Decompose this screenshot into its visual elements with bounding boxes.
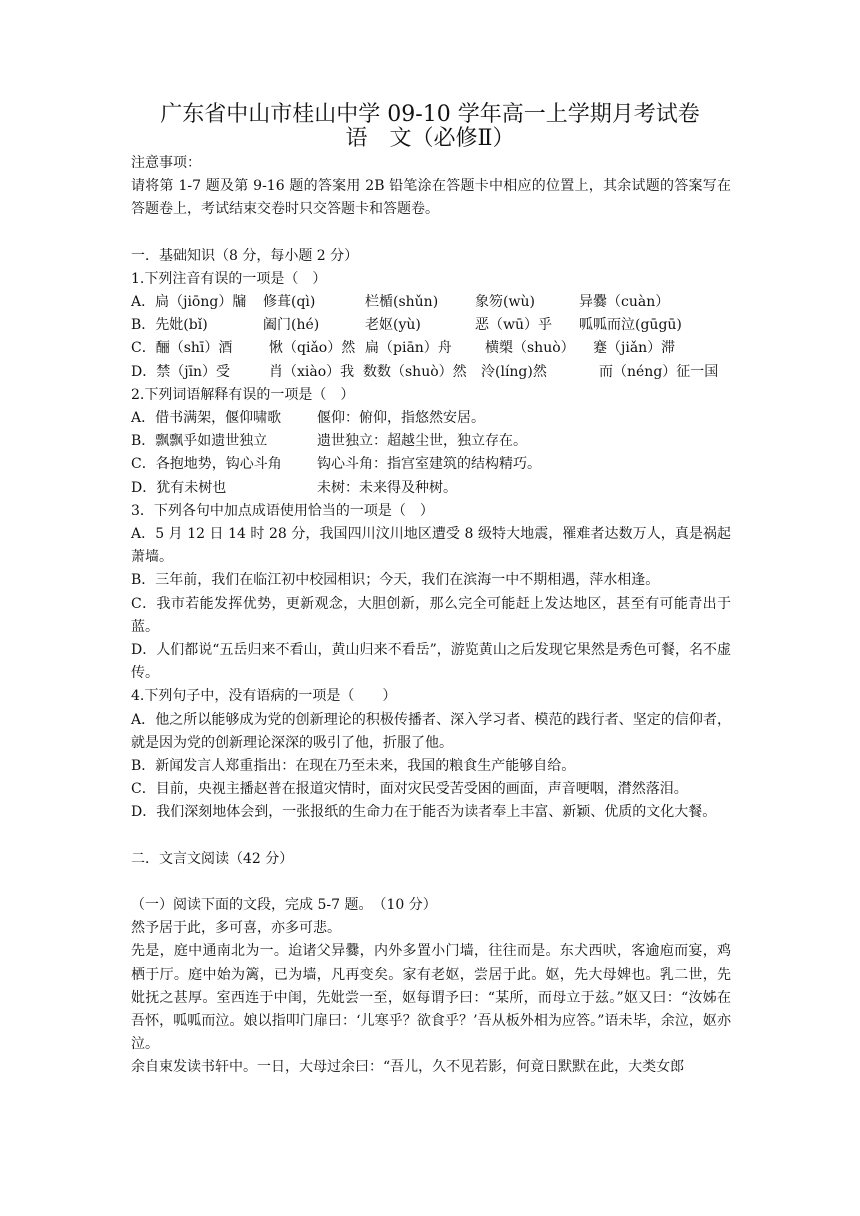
q1-c-4: 横槊（shuò） bbox=[485, 340, 575, 357]
q1-d-4: 泠(líng)然 bbox=[481, 363, 547, 380]
q2-b-phrase: B．飘飘乎如遗世独立 bbox=[131, 433, 268, 450]
q1-d-2: 肖（xiào）我 bbox=[269, 363, 355, 380]
q4-option-d: D．我们深刻地体会到，一张报纸的生命力在于能否为读者奉上丰富、新颖、优质的文化大餐。 bbox=[131, 804, 717, 821]
q1-option-d bbox=[131, 361, 731, 384]
q1-option-c bbox=[131, 337, 731, 360]
q3-option-c: C．我市若能发挥优势，更新观念，大胆创新，那么完全可能赶上发达地区，甚至有可能青出于蓝。 bbox=[131, 595, 731, 635]
q1-a-3: 栏楯(shǔn) bbox=[365, 294, 439, 311]
q1-c-2: 愀（qiǎo）然 bbox=[269, 340, 356, 357]
q3-stem: 3．下列各句中加点成语使用恰当的一项是（ ） bbox=[131, 502, 434, 519]
section1-heading: 一．基础知识（8 分，每小题 2 分） bbox=[131, 247, 359, 264]
section2-subheading: （一）阅读下面的文段，完成 5-7 题。 （10 分） bbox=[131, 896, 437, 913]
q2-stem: 2.下列词语解释有误的一项是（ ） bbox=[131, 386, 355, 403]
q1-b-5: 呱呱而泣(gūgū) bbox=[579, 317, 682, 334]
q4-option-c: C．目前，央视主播赵普在报道灾情时，面对灾民受苦受困的画面，声音哽咽，潸然落泪。 bbox=[131, 781, 688, 798]
passage-para-2: 先是，庭中通南北为一。迨诸父异爨，内外多置小门墙，往往而是。东犬西吠，客逾庖而宴，鸡栖于厅。庭中始为篱，已为墙，凡再变矣。家有老妪，尝居于此。妪，先大母婢也。乳二世，先妣抚之甚厚。室西连于中闺，先妣尝一至，妪每谓予曰：“某所，而母立于兹。”妪又曰：“汝姊在吾怀，呱呱而泣。娘以指叩门扉曰：‘儿寒乎？欲食乎？’吾从板外相为应答。”语未毕，余泣，妪亦泣。 bbox=[131, 943, 731, 1053]
notice-text: 请将第 1-7 题及第 9-16 题的答案用 2B 铅笔涂在答题卡中相应的位置上，其余试题的答案写在答题卷上，考试结束交卷时只交答题卡和答题卷。 bbox=[131, 178, 731, 218]
q2-d-phrase: D．犹有未树也 bbox=[131, 479, 227, 496]
q1-d-5: 而（néng）征一国 bbox=[599, 363, 719, 380]
q1-d-1: D．禁（jīn）受 bbox=[131, 363, 231, 380]
q1-b-4: 恶（wū）乎 bbox=[475, 317, 552, 334]
q1-c-3: 扁（piān）舟 bbox=[365, 340, 452, 357]
q1-a-4: 象笏(wù) bbox=[475, 294, 535, 311]
notice-heading: 注意事项： bbox=[131, 155, 201, 171]
q1-d-3: 数数（shuò）然 bbox=[363, 363, 467, 380]
q3-option-d: D．人们都说“五岳归来不看山，黄山归来不看岳”，游览黄山之后发现它果然是秀色可餐，名不虚传。 bbox=[131, 642, 731, 682]
q1-b-1: B．先妣(bǐ) bbox=[131, 317, 208, 334]
exam-title: 广东省中山市桂山中学 09-10 学年高一上学期月考试卷 bbox=[160, 102, 700, 127]
q1-a-1: A．扃（jiōng）牖 bbox=[131, 294, 247, 311]
q2-option-c bbox=[131, 453, 731, 476]
passage-para-3: 余自束发读书轩中。一日，大母过余曰：“吾儿，久不见若影，何竟日默默在此，大类女郎 bbox=[131, 1059, 685, 1076]
exam-subtitle: 语 文（必修Ⅱ） bbox=[345, 126, 515, 151]
q4-stem: 4.下列句子中，没有语病的一项是（ ） bbox=[131, 688, 397, 705]
q2-a-phrase: A．借书满架，偃仰啸歌 bbox=[131, 410, 282, 427]
q3-option-a: A．5 月 12 日 14 时 28 分，我国四川汶川地区遭受 8 级特大地震，罹难者达数万人，真是祸起萧墙。 bbox=[131, 526, 731, 566]
q1-stem: 1.下列注音有误的一项是（ ） bbox=[131, 270, 327, 287]
q4-option-a: A．他之所以能够成为党的创新理论的积极传播者、深入学习者、模范的践行者、坚定的信仰者，就是因为党的创新理论深深的吸引了他，折服了他。 bbox=[131, 711, 731, 751]
q1-b-2: 阖门(hé) bbox=[263, 317, 320, 334]
q1-option-b bbox=[131, 314, 731, 337]
passage-para-1: 然予居于此，多可喜，亦多可悲。 bbox=[131, 920, 341, 937]
spacer bbox=[131, 222, 731, 245]
q4-option-b: B．新闻发言人郑重指出：在现在乃至未来，我国的粮食生产能够自给。 bbox=[131, 758, 576, 775]
q1-b-3: 老妪(yù) bbox=[365, 317, 421, 334]
q1-a-2: 修葺(qì) bbox=[263, 294, 316, 311]
q2-d-meaning: 未树：未来得及种树。 bbox=[317, 479, 457, 496]
q1-c-5: 蹇（jiǎn）滞 bbox=[593, 340, 676, 357]
q2-option-d bbox=[131, 477, 731, 500]
q2-a-meaning: 偃仰：俯仰，指悠然安居。 bbox=[317, 410, 485, 427]
q2-option-a bbox=[131, 407, 731, 430]
q3-option-b: B．三年前，我们在临江初中校园相识；今天，我们在滨海一中不期相遇，萍水相逢。 bbox=[131, 572, 660, 589]
q1-option-a bbox=[131, 291, 731, 314]
q1-c-1: C．酾（shī）酒 bbox=[131, 340, 233, 357]
q2-c-meaning: 钩心斗角：指宫室建筑的结构精巧。 bbox=[317, 456, 541, 473]
q2-c-phrase: C．各抱地势，钩心斗角 bbox=[131, 456, 282, 473]
spacer bbox=[131, 825, 731, 848]
q1-a-5: 异爨（cuàn） bbox=[579, 294, 670, 311]
spacer bbox=[131, 871, 731, 894]
exam-content bbox=[131, 152, 731, 1080]
q2-b-meaning: 遗世独立：超越尘世，独立存在。 bbox=[317, 433, 527, 450]
section2-heading: 二．文言文阅读（42 分） bbox=[131, 850, 294, 867]
q2-option-b bbox=[131, 430, 731, 453]
